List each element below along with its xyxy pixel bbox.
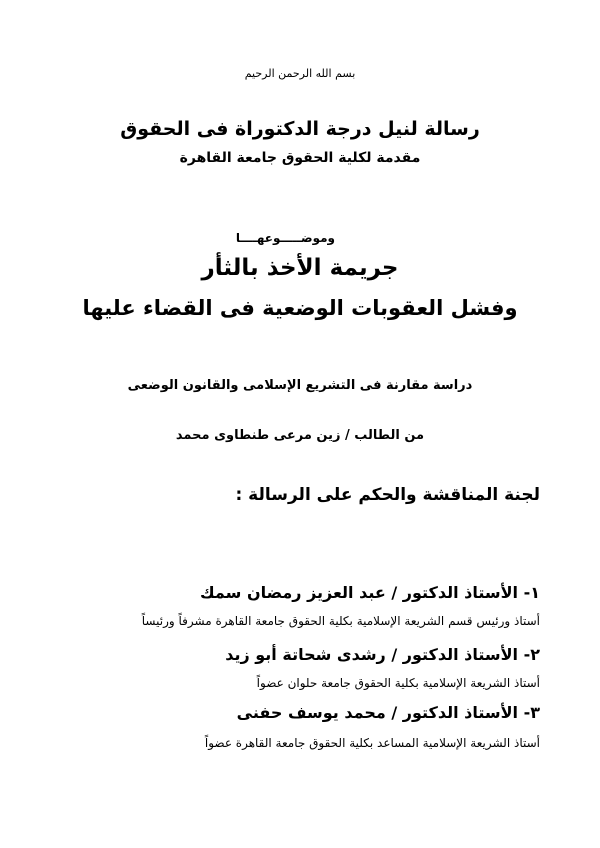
committee-heading: لجنة المناقشة والحكم على الرسالة : — [235, 485, 540, 505]
committee-member-3-description: أستاذ الشريعة الإسلامية المساعد بكلية الحقوق جامعة القاهرة عضواً — [204, 736, 540, 750]
student-name: من الطالب / زين مرعى طنطاوى محمد — [175, 428, 425, 443]
committee-member-1-name: ١- الأستاذ الدكتور / عبد العزيز رمضان سمك — [200, 583, 540, 602]
basmala: بسم الله الرحمن الرحيم — [244, 67, 356, 80]
committee-member-2-description: أستاذ الشريعة الإسلامية بكلية الحقوق جامعة حلوان عضواً — [256, 676, 540, 690]
committee-member-1-description: أستاذ ورئيس قسم الشريعة الإسلامية بكلية الحقوق جامعة القاهرة مشرفاً ورئيساً — [141, 614, 540, 628]
study-type: دراسة مقارنة فى التشريع الإسلامى والقانون الوضعى — [127, 378, 473, 393]
topic-title-line-1: جريمة الأخذ بالثأر — [201, 255, 399, 281]
faculty-line: مقدمة لكلية الحقوق جامعة القاهرة — [179, 150, 421, 166]
committee-member-2-name: ٢- الأستاذ الدكتور / رشدى شحاتة أبو زيد — [225, 645, 540, 664]
committee-member-3-name: ٣- الأستاذ الدكتور / محمد يوسف حفنى — [236, 703, 540, 722]
topic-title-line-2: وفشل العقوبات الوضعية فى القضاء عليها — [82, 296, 518, 320]
subject-label: وموضـــــوعهــــا — [235, 231, 335, 245]
thesis-title: رسالة لنيل درجة الدكتوراة فى الحقوق — [120, 118, 480, 140]
